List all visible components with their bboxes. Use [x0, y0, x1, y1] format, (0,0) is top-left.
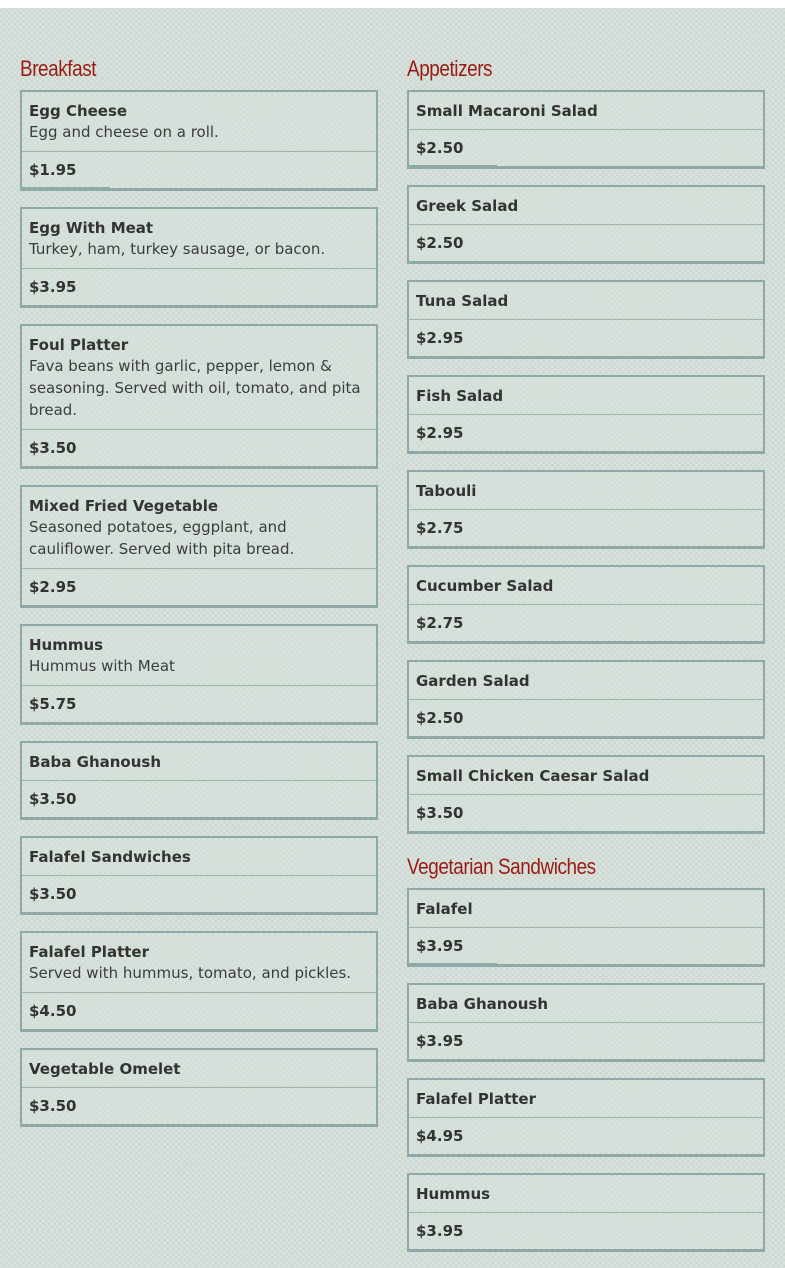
item-price: $3.50	[29, 439, 77, 457]
menu-item[interactable]	[407, 660, 765, 739]
menu-item[interactable]	[20, 324, 378, 469]
menu-item[interactable]	[407, 888, 765, 967]
item-price: $4.50	[29, 1002, 77, 1020]
item-name: Egg Cheese	[29, 102, 128, 120]
price-underline	[409, 963, 497, 965]
price-underline	[409, 165, 497, 167]
item-name: Egg With Meat	[29, 219, 154, 237]
item-description: Fava beans with garlic, pepper, lemon & seasoning. Served with oil, tomato, and pita bread.	[29, 357, 361, 419]
item-price: $3.50	[29, 885, 77, 903]
item-price: $3.50	[416, 804, 464, 822]
menu-item[interactable]	[20, 624, 378, 725]
item-name: Mixed Fried Vegetable	[29, 497, 219, 515]
item-description: Turkey, ham, turkey sausage, or bacon.	[29, 240, 326, 258]
item-description: Egg and cheese on a roll.	[29, 123, 219, 141]
menu-item[interactable]	[20, 836, 378, 915]
item-price: $3.95	[416, 937, 464, 955]
menu-item[interactable]	[20, 931, 378, 1032]
section-breakfast	[20, 52, 378, 1127]
menu-item[interactable]	[20, 90, 378, 191]
menu-item[interactable]	[20, 207, 378, 308]
item-price: $4.95	[416, 1127, 464, 1145]
item-description: Seasoned potatoes, eggplant, and cauliflower. Served with pita bread.	[29, 518, 295, 558]
menu-item[interactable]	[20, 741, 378, 820]
item-name: Garden Salad	[416, 672, 530, 690]
menu-item[interactable]	[407, 1173, 765, 1252]
item-price: $2.75	[416, 614, 464, 632]
item-price: $5.75	[29, 695, 77, 713]
item-price: $3.95	[416, 1032, 464, 1050]
menu-item[interactable]	[407, 185, 765, 264]
item-name: Baba Ghanoush	[416, 995, 549, 1013]
item-name: Tuna Salad	[416, 292, 509, 310]
item-price: $2.50	[416, 709, 464, 727]
item-name: Cucumber Salad	[416, 577, 554, 595]
item-name: Falafel Platter	[416, 1090, 536, 1108]
menu-item[interactable]	[407, 755, 765, 834]
menu-item[interactable]	[407, 375, 765, 454]
item-price: $2.95	[416, 424, 464, 442]
item-description: Hummus with Meat	[29, 657, 175, 675]
item-name: Falafel	[416, 900, 473, 918]
item-price: $2.50	[416, 139, 464, 157]
item-name: Baba Ghanoush	[29, 753, 162, 771]
item-name: Hummus	[416, 1185, 491, 1203]
menu-item[interactable]	[407, 983, 765, 1062]
menu-column-left	[20, 52, 378, 1143]
section-title: Breakfast	[20, 56, 97, 81]
section-title: Vegetarian Sandwiches	[407, 854, 596, 879]
price-underline	[22, 187, 110, 189]
section-title: Appetizers	[407, 56, 493, 81]
item-price: $2.75	[416, 519, 464, 537]
item-name: Vegetable Omelet	[29, 1060, 181, 1078]
menu-item[interactable]	[407, 280, 765, 359]
section-appetizers	[407, 52, 765, 834]
menu-item[interactable]	[20, 1048, 378, 1127]
item-price: $3.95	[29, 278, 77, 296]
item-name: Tabouli	[416, 482, 477, 500]
item-price: $3.50	[29, 790, 77, 808]
item-price: $2.95	[29, 578, 77, 596]
item-name: Foul Platter	[29, 336, 129, 354]
item-description: Served with hummus, tomato, and pickles.	[29, 964, 352, 982]
item-name: Greek Salad	[416, 197, 519, 215]
section-vegetarian-sandwiches	[407, 850, 765, 1252]
menu-item[interactable]	[407, 470, 765, 549]
item-price: $2.50	[416, 234, 464, 252]
item-name: Falafel Platter	[29, 943, 149, 961]
menu-item[interactable]	[407, 1078, 765, 1157]
item-name: Hummus	[29, 636, 104, 654]
item-name: Small Chicken Caesar Salad	[416, 767, 650, 785]
item-price: $2.95	[416, 329, 464, 347]
menu-column-right	[407, 52, 765, 1268]
item-price: $3.95	[416, 1222, 464, 1240]
menu-item[interactable]	[20, 485, 378, 608]
item-name: Small Macaroni Salad	[416, 102, 598, 120]
menu-item[interactable]	[407, 565, 765, 644]
item-name: Falafel Sandwiches	[29, 848, 191, 866]
item-price: $1.95	[29, 161, 77, 179]
item-name: Fish Salad	[416, 387, 504, 405]
item-price: $3.50	[29, 1097, 77, 1115]
menu-item[interactable]	[407, 90, 765, 169]
header-bar	[0, 0, 785, 8]
